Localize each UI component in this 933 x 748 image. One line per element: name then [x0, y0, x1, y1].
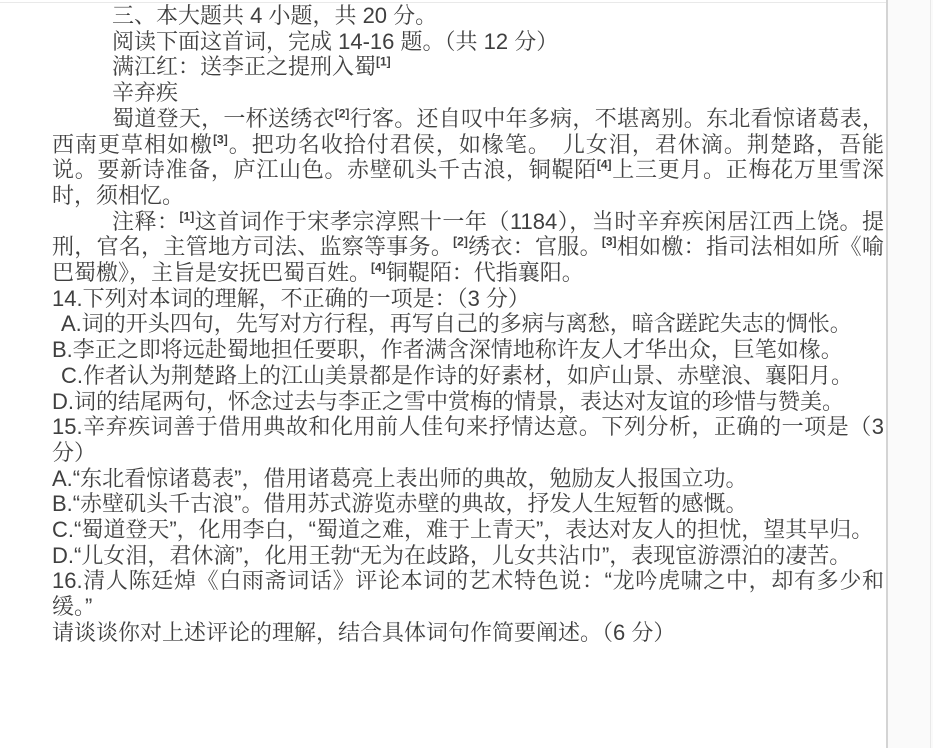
question-14-option-b: B.李正之即将远赴蜀地担任要职，作者满含深情地称许友人才华出众，巨笔如椽。 — [52, 337, 843, 363]
question-15-option-a: A.“东北看惊诸葛表”，借用诸葛亮上表出师的典故，勉励友人报国立功。 — [52, 465, 748, 491]
question-14-stem: 14.下列对本词的理解，不正确的一项是：（3 分） — [52, 285, 530, 311]
reading-instruction: 阅读下面这首词，完成 14-16 题。（共 12 分） — [112, 28, 559, 54]
note-marker: [2] — [453, 235, 468, 249]
note-marker: [1] — [376, 55, 391, 70]
note-marker: [2] — [334, 106, 350, 121]
question-16-instruction: 请谈谈你对上述评论的理解，结合具体词句作简要阐述。（6 分） — [52, 619, 676, 645]
question-15-option-d: D.“儿女泪，君休滴”，化用王勃“无为在歧路，儿女共沾巾”，表现宦游漂泊的凄苦。 — [52, 542, 852, 568]
note-marker: [1] — [179, 209, 195, 224]
section-heading: 三、本大题共 4 小题，共 20 分。 — [112, 3, 438, 28]
poem-title: 满江红：送李正之提刑入蜀[1] — [112, 54, 391, 80]
document-content — [52, 3, 884, 646]
question-16-stem: 16.清人陈廷焯《白雨斋词话》评论本词的艺术特色说：“龙吟虎啸之中，却有多少和缓。” — [52, 568, 884, 620]
poem-notes: 注释：[1]这首词作于宋孝宗淳熙十一年（1184），当时辛弃疾闲居江西上饶。提刑，官名，主管地方司法、监察等事务。[2]绣衣：官服。[3]相如檄：指司法相如所《喻巴蜀檄》，主旨是安抚巴蜀百姓。[4]铜鞮陌：代指襄阳。 — [52, 208, 884, 286]
note-marker: [3] — [601, 235, 617, 249]
note-marker: [3] — [213, 132, 228, 147]
note-marker: [4] — [596, 157, 612, 172]
question-14-option-a: A.词的开头四句，先写对方行程，再写自己的多病与离愁，暗含蹉跎失志的惆怅。 — [61, 311, 852, 337]
right-gutter — [886, 0, 933, 748]
poem-author: 辛弃疾 — [112, 80, 179, 106]
question-14-option-c: C.作者认为荆楚路上的江山美景都是作诗的好素材，如庐山景、赤壁浪、襄阳月。 — [61, 362, 854, 388]
poem-text: 蜀道登天，一杯送绣衣[2]行客。还自叹中年多病，不堪离别。东北看惊诸葛表，西南更草相如檄[3]。把功名收拾付君侯，如椽笔。 儿女泪，君休滴。荆楚路，吾能说。要新诗准备，庐江山色。赤壁矶头千古浪，铜鞮陌[4]上三更月。正梅花万里雪深时，须相忆。 — [52, 105, 884, 208]
question-14-option-d: D.词的结尾两句，怀念过去与李正之雪中赏梅的情景，表达对友谊的珍惜与赞美。 — [52, 388, 845, 414]
question-15-option-c: C.“蜀道登天”，化用李白，“蜀道之难，难于上青天”，表达对友人的担忧，望其早归。 — [52, 517, 874, 543]
question-15-stem: 15.辛弃疾词善于借用典故和化用前人佳句来抒情达意。下列分析，正确的一项是（3 分） — [52, 414, 884, 465]
note-marker: [4] — [371, 260, 386, 275]
question-15-option-b: B.“赤壁矶头千古浪”。借用苏式游览赤壁的典故，抒发人生短暂的感慨。 — [52, 491, 748, 517]
right-edge-line — [930, 0, 931, 748]
